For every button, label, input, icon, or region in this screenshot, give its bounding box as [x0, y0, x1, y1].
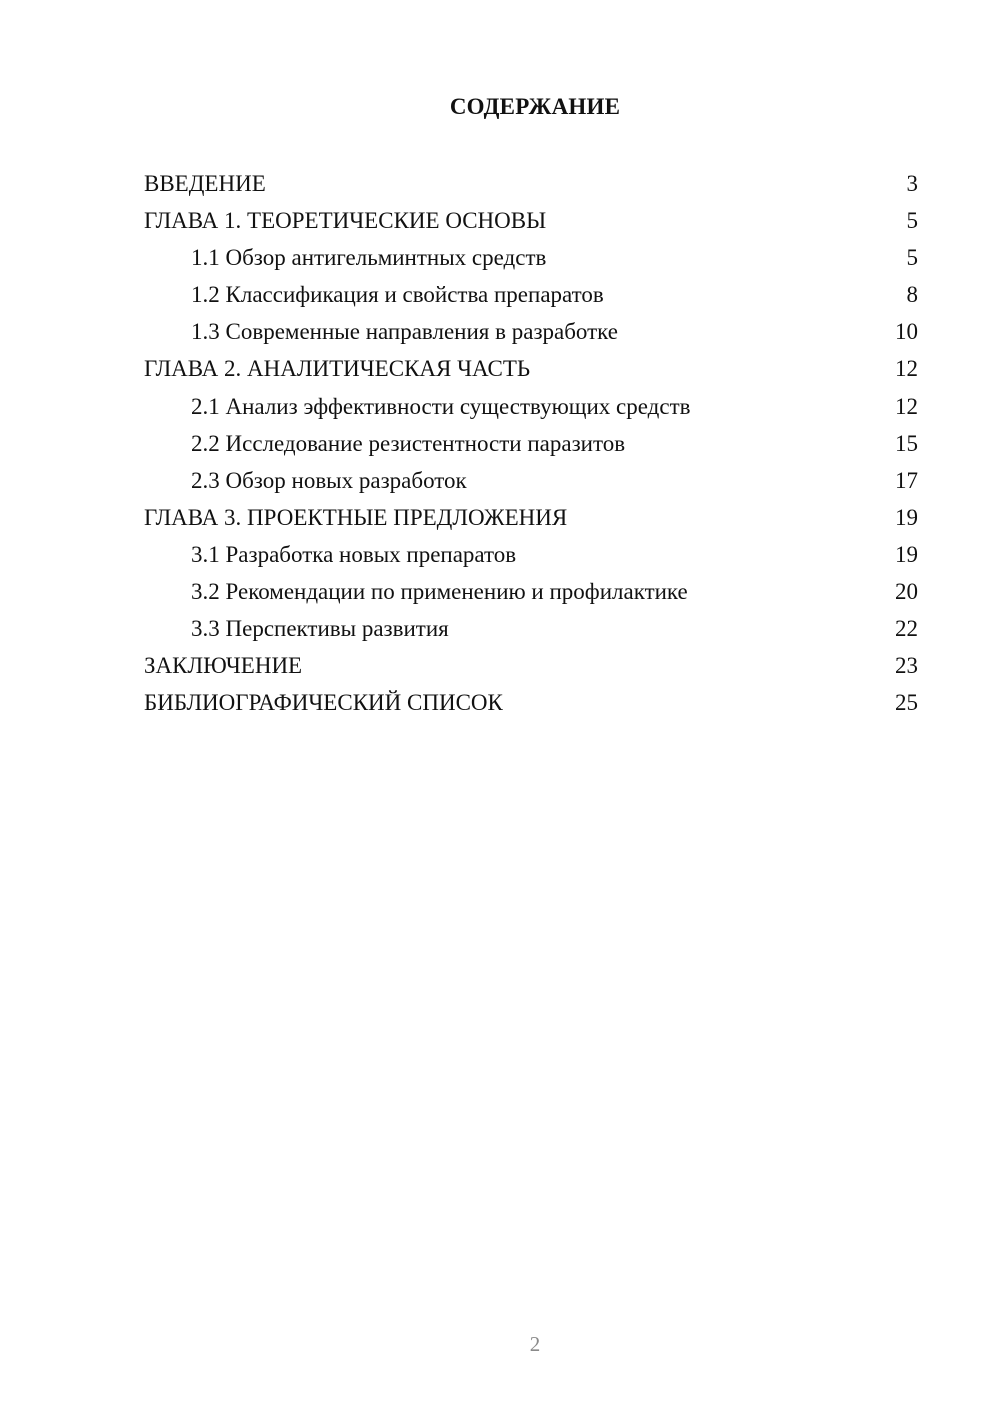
- toc-entry-introduction[interactable]: [144, 165, 918, 202]
- toc-entry-page: 5: [906, 245, 918, 271]
- toc-entry-label: ВВЕДЕНИЕ: [144, 171, 266, 196]
- toc-entry-label: 2.1 Анализ эффективности существующих средств: [191, 393, 691, 419]
- toc-entry-label: 3.2 Рекомендации по применению и профилактике: [191, 579, 688, 605]
- table-of-contents: [144, 165, 918, 721]
- toc-entry-page: 22: [895, 616, 918, 642]
- toc-entry-label: 2.3 Обзор новых разработок: [191, 467, 467, 493]
- toc-entry-page: 20: [895, 579, 918, 605]
- toc-entry-page: 15: [895, 430, 918, 456]
- toc-entry-page: 19: [895, 504, 918, 530]
- toc-entry-page: 12: [895, 356, 918, 382]
- toc-entry-label: 3.3 Перспективы развития: [191, 616, 449, 642]
- toc-entry-label: 3.1 Разработка новых препаратов: [191, 541, 517, 567]
- page-number: 2: [529, 1332, 541, 1356]
- toc-entry-section-2-1[interactable]: [144, 388, 918, 425]
- toc-entry-section-1-3[interactable]: [144, 313, 918, 350]
- toc-entry-section-2-3[interactable]: [144, 462, 918, 499]
- toc-entry-section-3-3[interactable]: [144, 610, 918, 647]
- toc-entry-label: ГЛАВА 1. ТЕОРЕТИЧЕСКИЕ ОСНОВЫ: [144, 208, 547, 234]
- toc-entry-page: 12: [895, 393, 918, 419]
- toc-entry-section-1-2[interactable]: [144, 276, 918, 313]
- toc-entry-bibliography[interactable]: [144, 684, 918, 721]
- toc-entry-page: 19: [895, 541, 918, 567]
- toc-entry-conclusion[interactable]: [144, 647, 918, 684]
- toc-entry-label: 2.2 Исследование резистентности паразитов: [191, 430, 626, 456]
- toc-entry-section-1-1[interactable]: [144, 239, 918, 276]
- toc-entry-label: 1.3 Современные направления в разработке: [191, 319, 618, 345]
- toc-entry-label: 1.2 Классификация и свойства препаратов: [191, 282, 604, 308]
- toc-entry-page: 5: [906, 208, 918, 234]
- toc-entry-label: 1.1 Обзор антигельминтных средств: [191, 245, 547, 271]
- toc-entry-page: 25: [895, 690, 918, 716]
- toc-entry-section-2-2[interactable]: [144, 425, 918, 462]
- toc-entry-label: ЗАКЛЮЧЕНИЕ: [144, 653, 303, 679]
- page-title: СОДЕРЖАНИЕ: [449, 94, 621, 119]
- toc-entry-page: 8: [906, 282, 918, 308]
- toc-entry-chapter-1[interactable]: [144, 202, 918, 239]
- toc-entry-page: 17: [895, 467, 918, 493]
- toc-entry-section-3-2[interactable]: [144, 573, 918, 610]
- toc-entry-page: 3: [906, 171, 918, 196]
- toc-entry-page: 10: [895, 319, 918, 345]
- toc-entry-label: ГЛАВА 3. ПРОЕКТНЫЕ ПРЕДЛОЖЕНИЯ: [144, 504, 568, 530]
- toc-entry-label: БИБЛИОГРАФИЧЕСКИЙ СПИСОК: [144, 690, 503, 716]
- toc-entry-page: 23: [895, 653, 918, 679]
- toc-entry-label: ГЛАВА 2. АНАЛИТИЧЕСКАЯ ЧАСТЬ: [144, 356, 531, 382]
- toc-entry-chapter-3[interactable]: [144, 499, 918, 536]
- toc-entry-section-3-1[interactable]: [144, 536, 918, 573]
- toc-entry-chapter-2[interactable]: [144, 350, 918, 387]
